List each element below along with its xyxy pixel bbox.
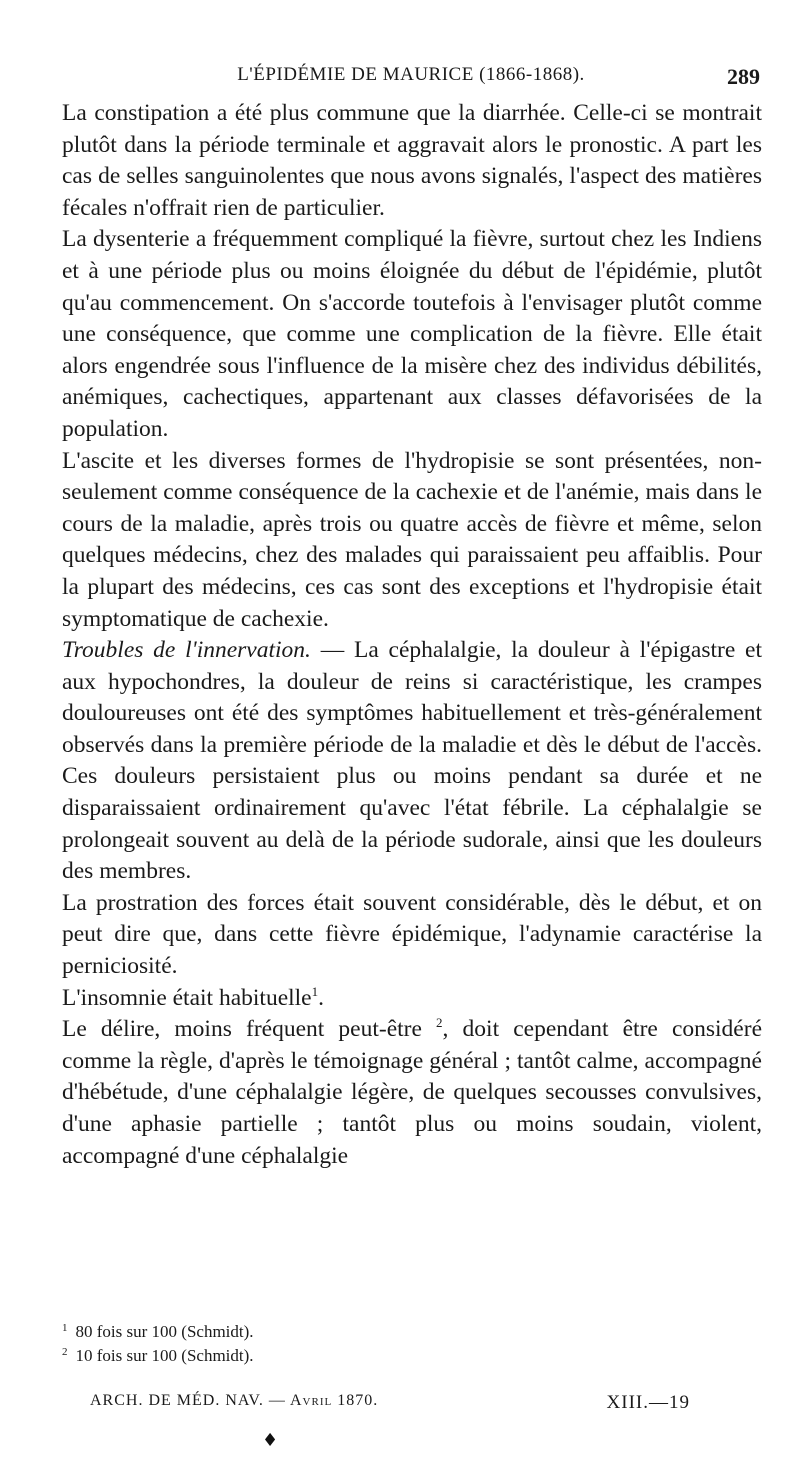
printer-ornament-icon: ♦ [262,1430,279,1451]
paragraph-delire-text-a: Le délire, moins fréquent peut-être [62,1016,437,1043]
paragraph-prostration: La prostration des forces était souvent considérable, dès le début, et on peut dire que, dans cette fièvre épidémique, l'adynamie caractérise la perniciosité. [62,889,762,980]
paragraph-insomnie [62,983,762,1015]
footnote-text: 80 fois sur 100 (Schmidt). [75,1322,254,1341]
paragraph-ascite: L'ascite et les diverses formes de l'hydropisie se sont présentées, non-seulement comme conséquence de la cachexie et de l'anémie, mais dans le cours de la maladie, après trois ou quatre accès de fièvre et même, selon quelques médecins, chez des malades qui paraissaient peu affaiblis. Pour la plupart des médecins, ces cas sont des exceptions et l'hydropisie était symptomatique de cachexie. [62,447,762,632]
section-title-innervation: Troubles de l'innervation. [62,637,311,664]
footnote-mark: 1 [62,1322,68,1334]
paragraph-delire-text-b: , doit cependant être considéré comme la règle, d'après le témoignage général ; tantôt calme, accompagné d'hébétude, d'une céphalalgie légère, de quelques secousses convulsives, d'une aphasie partielle ; tantôt plus ou moins soudain, violent, accompagné d'une céphalalgie [62,1016,762,1169]
page-number: 289 [727,64,760,89]
footnote-ref-1[interactable]: 1 [311,983,319,999]
footnotes [62,1320,762,1368]
paragraph-dysenterie: La dysenterie a fréquemment compliqué la fièvre, surtout chez les Indiens et à une période plus ou moins éloignée du début de l'épidémie, plutôt qu'au commencement. On s'accorde toutefois à l'envisager plutôt comme une conséquence, que comme une complication de la fièvre. Elle était alors engendrée sous l'influence de la misère chez des individus débilités, anémiques, cachectiques, appartenant aux classes défavorisées de la population. [62,226,762,442]
footnote-1 [62,1320,762,1344]
journal-reference: ARCH. DE MÉD. NAV. — Avril 1870. [90,1392,379,1409]
paragraph-insomnie-text: L'insomnie était habituelle [62,984,312,1011]
paragraph-delire [62,1014,762,1172]
footnote-2 [62,1344,762,1368]
paragraph-innervation [62,635,762,888]
signature-mark: XIII.—19 [606,1392,690,1413]
running-title: L'ÉPIDÉMIE DE MAURICE (1866-1868). [237,64,585,85]
footnote-text: 10 fois sur 100 (Schmidt). [75,1346,254,1365]
body-text [62,98,762,1172]
footnote-ref-2[interactable]: 2 [436,1015,443,1031]
paragraph-constipation: La constipation a été plus commune que la diarrhée. Celle-ci se montrait plutôt dans la période terminale et aggravait alors le pronostic. A part les cas de selles sanguinolentes que nous avons signalés, l'aspect des matières fécales n'offrait rien de particulier. [62,100,762,221]
running-head [62,64,760,94]
paragraph-innervation-text: — La céphalalgie, la douleur à l'épigastre et aux hypochondres, la douleur de reins si caractéristique, les crampes douloureuses ont été des symptômes habituellement et très-généralement observés dans la première période de la maladie et dès le début de l'accès. Ces douleurs persistaient plus ou moins pendant sa durée et ne disparaissaient ordinairement qu'avec l'état fébrile. La céphalalgie se prolongeait souvent au delà de la période sudorale, ainsi que les douleurs des membres. [62,637,763,885]
paragraph-insomnie-end: . [318,984,324,1011]
footnote-mark: 2 [62,1346,68,1358]
